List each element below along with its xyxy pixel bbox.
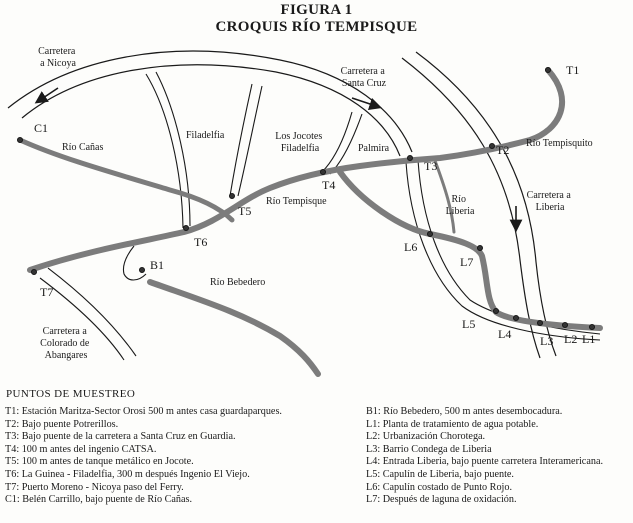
point-label-l5: L5 <box>462 317 476 331</box>
legend-item <box>5 456 350 469</box>
legend-item <box>366 456 633 469</box>
legend-item <box>366 431 633 444</box>
point-label-b1: B1 <box>150 258 165 272</box>
legend-text: Estación Maritza-Sector Orosi 500 m antes casa guardaparques. <box>21 406 282 417</box>
legend-text: Belén Carrillo, bajo puente de Río Cañas. <box>22 494 193 506</box>
legend-code: L6: <box>366 481 381 493</box>
legend-code: T6: <box>5 468 20 480</box>
arrow-nicoya <box>40 88 58 100</box>
river-label-tempisquito: Río Tempisquito <box>526 138 593 149</box>
legend-code: L5: <box>366 468 381 480</box>
point-label-t5: T5 <box>238 204 252 218</box>
legend-item <box>366 482 633 495</box>
legend-text: Río Bebedero, 500 m antes desembocadura. <box>383 406 563 417</box>
river-bebedero <box>150 282 318 374</box>
dot-l6 <box>427 231 432 236</box>
point-label-l6: L6 <box>404 240 418 254</box>
dot-c1 <box>17 137 22 142</box>
legend-code: T4: <box>5 443 20 455</box>
dot-l7 <box>477 245 482 250</box>
place-label-filadelfia: Filadelfia <box>186 130 225 141</box>
legend-code: B1: <box>366 406 381 417</box>
legend-item <box>5 406 350 419</box>
legend-code: L2: <box>366 431 381 443</box>
legend-code: T7: <box>5 481 20 493</box>
legend-code: L7: <box>366 494 381 506</box>
point-label-l4: L4 <box>498 327 512 341</box>
legend-code: T5: <box>5 456 20 468</box>
legend-code: T3: <box>5 431 20 443</box>
legend-item <box>5 419 350 432</box>
figure-subtitle: CROQUIS RÍO TEMPISQUE <box>215 19 418 35</box>
river-label-canas: Río Cañas <box>62 142 104 153</box>
legend-code: C1: <box>5 494 20 506</box>
dot-t2 <box>489 143 494 148</box>
legend-text: La Guinea - Filadelfia, 300 m después Ingenio El Viejo. <box>21 468 250 480</box>
point-label-l3: L3 <box>540 334 554 348</box>
road-label-santa-cruz: Carretera a Santa Cruz <box>340 66 387 89</box>
legend-item <box>366 469 633 482</box>
legend-left-column <box>5 406 350 507</box>
dot-t7 <box>31 269 36 274</box>
river-label-liberia: Río Liberia <box>445 194 475 217</box>
legend-text: Planta de tratamiento de agua potable. <box>382 418 539 430</box>
point-label-t7: T7 <box>40 285 54 299</box>
legend-text: Capulín de Liberia, bajo puente. <box>382 468 514 480</box>
legend-code: L1: <box>366 418 381 430</box>
legend-text: 100 m antes del ingenio CATSA. <box>21 443 157 455</box>
legend-text: Urbanización Chorotega. <box>382 431 486 443</box>
legend-text: Entrada Liberia, bajo puente carretera Interamericana. <box>382 456 604 468</box>
point-label-l2: L2 <box>564 332 578 346</box>
point-label-t6: T6 <box>194 235 208 249</box>
legend-item <box>5 469 350 482</box>
legend-item <box>366 444 633 457</box>
point-label-c1: C1 <box>34 121 49 135</box>
dot-l1 <box>589 324 594 329</box>
place-label-los-jocotes: Los Jocotes Filadelfia <box>275 131 323 154</box>
legend-text: 100 m antes de tanque metálico en Jocote. <box>21 456 194 468</box>
point-label-l1: L1 <box>582 332 596 346</box>
legend-text: Después de laguna de oxidación. <box>382 494 517 506</box>
legend-item <box>5 482 350 495</box>
road-liberia-interamericana <box>402 52 556 358</box>
dot-l4 <box>513 315 518 320</box>
legend-item <box>366 419 633 432</box>
road-bebedero-spur <box>123 246 146 280</box>
legend-text: Bajo puente de la carretera a Santa Cruz en Guardia. <box>21 431 236 443</box>
dot-l2 <box>562 322 567 327</box>
dot-t6 <box>183 225 188 230</box>
point-label-t4: T4 <box>322 178 336 192</box>
point-label-l7: L7 <box>460 255 474 269</box>
figure-title: FIGURA 1 <box>280 2 353 18</box>
road-filadelfia <box>146 72 190 228</box>
dot-t4 <box>320 169 325 174</box>
legend-item <box>5 494 350 507</box>
arrow-santa-cruz <box>352 98 376 106</box>
legend-code: T2: <box>5 418 20 430</box>
legend-text: Puerto Moreno - Nicoya paso del Ferry. <box>21 481 184 493</box>
point-label-t1: T1 <box>566 63 580 77</box>
dot-t5 <box>229 193 234 198</box>
legend-heading: PUNTOS DE MUESTREO <box>6 388 136 400</box>
legend-item <box>366 494 633 507</box>
dot-t3 <box>407 155 412 160</box>
legend-code: T1: <box>5 406 20 417</box>
legend-code: L4: <box>366 456 381 468</box>
legend-item <box>366 406 633 419</box>
legend-text: Bajo puente Potrerillos. <box>21 418 119 430</box>
dot-l5 <box>493 308 498 313</box>
point-label-t3: T3 <box>424 159 438 173</box>
legend-code: L3: <box>366 443 381 455</box>
road-los-jocotes <box>230 84 262 196</box>
river-label-bebedero: Río Bebedero <box>210 277 266 288</box>
river-canas <box>20 140 232 220</box>
dot-b1 <box>139 267 144 272</box>
point-label-t2: T2 <box>496 143 510 157</box>
place-label-palmira: Palmira <box>358 143 390 154</box>
legend-item <box>5 431 350 444</box>
dot-t1 <box>545 67 550 72</box>
legend-text: Barrio Condega de Liberia <box>382 443 492 455</box>
road-label-liberia: Carretera a Liberia <box>526 190 571 213</box>
legend-item <box>5 444 350 457</box>
river-label-tempisque: Río Tempisque <box>266 196 327 207</box>
road-label-abangares: Carretera a Colorado de Abangares <box>40 326 90 361</box>
legend-text: Capulín costado de Punto Rojo. <box>382 481 513 493</box>
road-label-nicoya: Carretera a Nicoya <box>38 46 76 69</box>
dot-l3 <box>537 320 542 325</box>
legend-right-column <box>366 406 633 507</box>
